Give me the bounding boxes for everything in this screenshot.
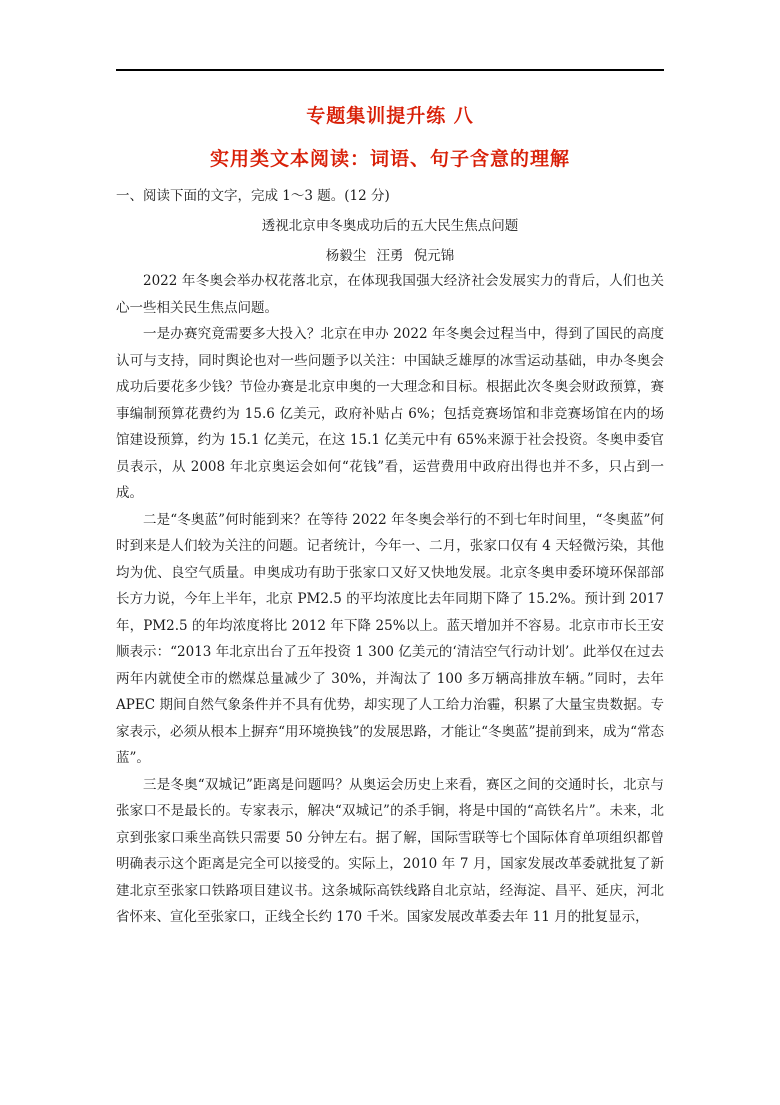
article-paragraph: 2022 年冬奥会举办权花落北京，在体现我国强大经济社会发展实力的背后，人们也关心一些相关民生焦点问题。 — [116, 273, 664, 316]
page-subtitle: 实用类文本阅读：词语、句子含意的理解 — [209, 148, 570, 170]
article-authors: 杨毅尘 汪勇 倪元锦 — [325, 248, 455, 264]
article-paragraph: 三是冬奥“双城记”距离是问题吗？从奥运会历史上来看，赛区之间的交通时长，北京与张家口不是最长的。专家表示，解决“双城记”的杀手锏，将是中国的“高铁名片”。未来，北京到张家口乘坐高铁只需要 50 分钟左右。据了解，国际雪联等七个国际体育单项组织都曾明确表示这个距离是完全可以接受的。实际上，2010 年 7 月，国家发展改革委就批复了新建北京至张家口铁路项目建议书。这条城际高铁线路自北京站，经海淀、昌平、延庆，河北省怀来、宣化至张家口，正线全长约 170 千米。国家发展改革委去年 11 月的批复显示， — [116, 776, 664, 925]
page-title: 专题集训提升练 八 — [306, 105, 474, 127]
article-paragraph: 二是“冬奥蓝”何时能到来？在等待 2022 年冬奥会举行的不到七年时间里，“冬奥蓝”何时到来是人们较为关注的问题。记者统计，今年一、二月，张家口仅有 4 天轻微污染，其他均为优、良空气质量。申奥成功有助于张家口又好又快地发展。北京冬奥申委环境环保部部长方力说，今年上半年，北京 PM2.5 的平均浓度比去年同期下降了 15.2%。预计到 2017 年，PM2.5 的年均浓度将比 2012 年下降 25%以上。蓝天增加并不容易。北京市市长王安顺表示：“2013 年北京出台了五年投资 1 300 亿美元的‘清洁空气行动计划’。此举仅在过去两年内就使全市的燃煤总量减少了 30%，并淘汰了 100 多万辆高排放车辆。”同时，去年 APEC 期间自然气象条件并不具有优势，却实现了人工给力治霾，积累了大量宝贵数据。专家表示，必须从根本上摒弃“用环境换钱”的发展思路，才能让“冬奥蓝”提前到来，成为“常态蓝”。 — [116, 511, 664, 766]
header-rule — [116, 69, 664, 71]
article-title: 透视北京申冬奥成功后的五大民生焦点问题 — [261, 218, 519, 234]
question-instruction: 一、阅读下面的文字，完成 1～3 题。(12 分) — [116, 188, 390, 204]
article-body — [116, 268, 664, 931]
article-paragraph: 一是办赛究竟需要多大投入？北京在申办 2022 年冬奥会过程当中，得到了国民的高度认可与支持，同时舆论也对一些问题予以关注：中国缺乏雄厚的冰雪运动基础，申办冬奥会成功后要花多少钱？节俭办赛是北京申奥的一大理念和目标。根据此次冬奥会财政预算，赛事编制预算花费约为 15.6 亿美元，政府补贴占 6%；包括竞赛场馆和非竞赛场馆在内的场馆建设预算，约为 15.1 亿美元，在这 15.1 亿美元中有 65%来源于社会投资。冬奥申委官员表示，从 2008 年北京奥运会如何“花钱”看，运营费用中政府出得也并不多，只占到一成。 — [116, 326, 664, 501]
